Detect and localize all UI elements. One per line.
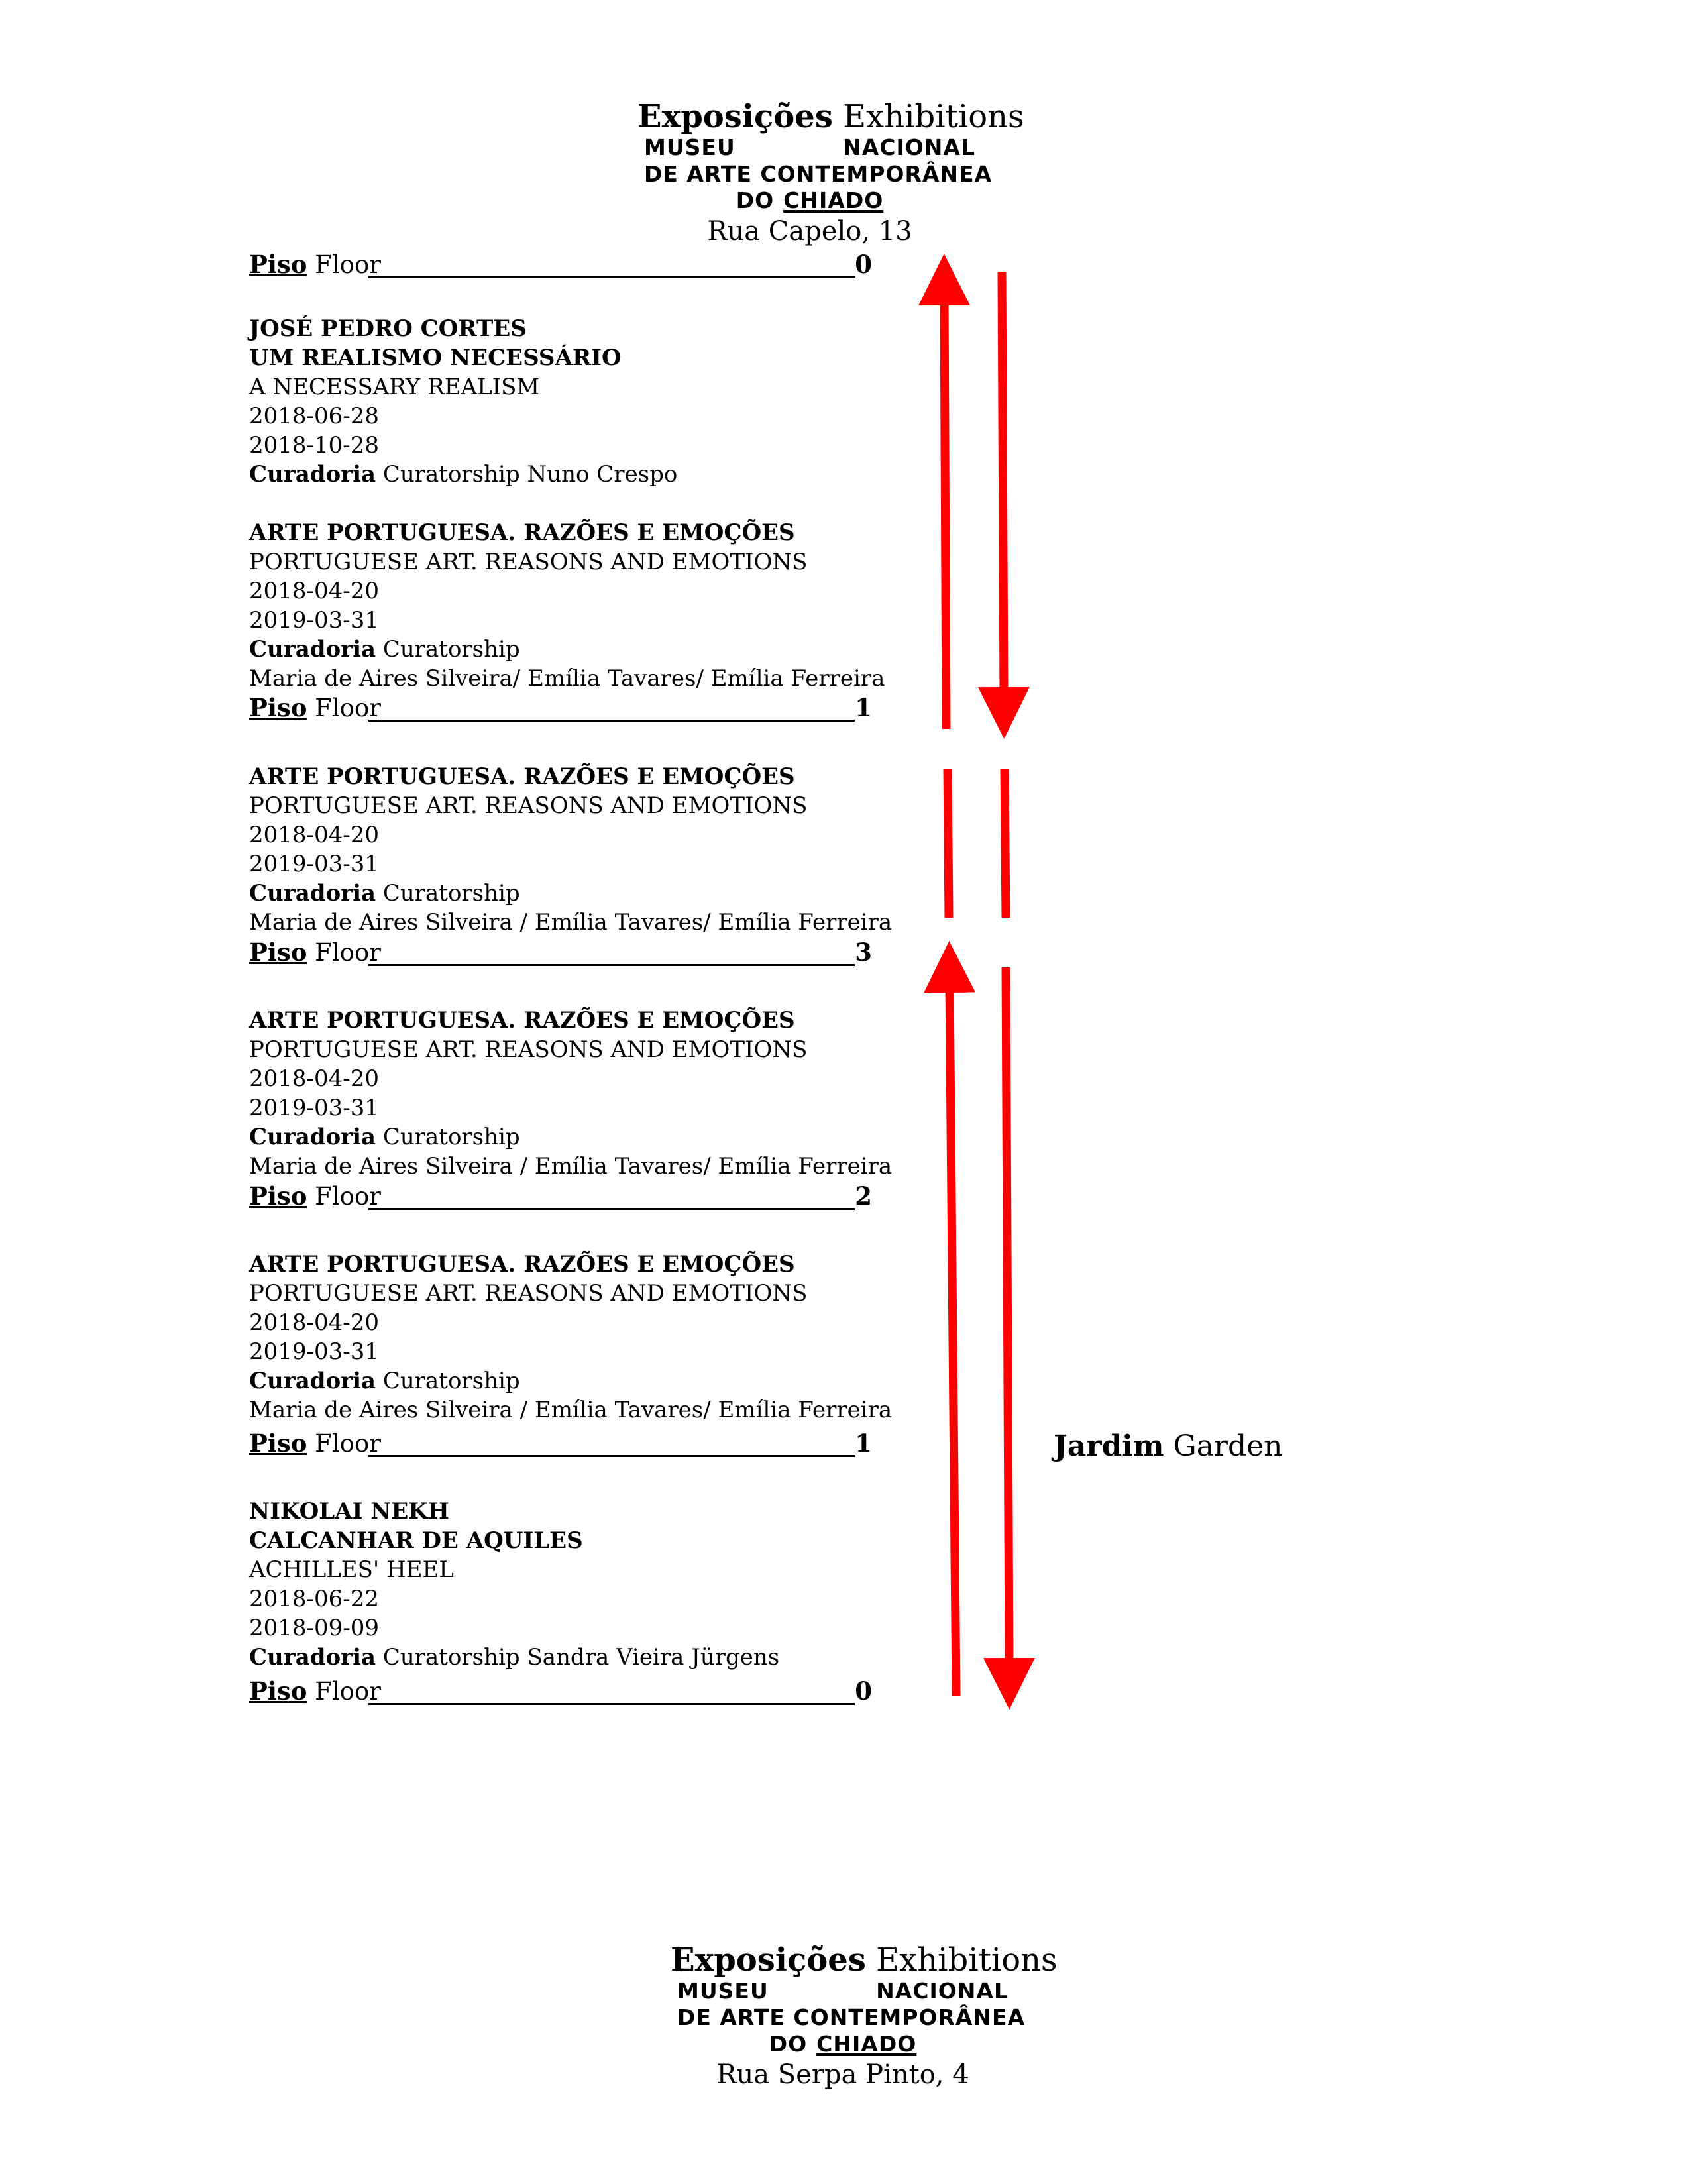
exhibition-curator: Curadoria Curatorship Sandra Vieira Jürgens xyxy=(249,1644,780,1670)
header-address: Rua Capelo, 13 xyxy=(707,215,912,246)
exhibition-title: ARTE PORTUGUESA. RAZÕES E EMOÇÕES xyxy=(249,519,795,546)
exhibition-start-date: 2018-04-20 xyxy=(249,1309,380,1336)
exhibition-start-date: 2018-04-20 xyxy=(249,822,380,848)
header-title-bold: Exposições xyxy=(637,98,833,135)
exhibition-title: CALCANHAR DE AQUILES xyxy=(249,1527,583,1554)
exhibition-title-en: PORTUGUESE ART. REASONS AND EMOTIONS xyxy=(249,549,808,575)
logo-line: DE ARTE CONTEMPORÂNEA xyxy=(677,2004,1026,2030)
down-arrow-icon xyxy=(1006,967,1009,1666)
header-title-bold: Exposições xyxy=(671,1941,866,1979)
exhibition-end-date: 2019-03-31 xyxy=(249,607,380,633)
exhibition-curator: Curadoria Curatorship Nuno Crespo xyxy=(249,461,678,488)
logo-line: DE ARTE CONTEMPORÂNEA xyxy=(644,160,993,187)
exhibition-title: ARTE PORTUGUESA. RAZÕES E EMOÇÕES xyxy=(249,763,795,790)
exhibition-artist: JOSÉ PEDRO CORTES xyxy=(249,315,527,342)
exhibition-start-date: 2018-04-20 xyxy=(249,1065,380,1092)
logo-word: CHIADO xyxy=(783,187,884,213)
floor-number: 1 xyxy=(855,1429,872,1458)
floor-number: 3 xyxy=(855,938,872,967)
floor-number: 0 xyxy=(855,250,872,279)
connector-line xyxy=(1005,769,1006,918)
exhibition-curator: Curadoria Curatorship xyxy=(249,1124,520,1150)
exhibition-title: UM REALISMO NECESSÁRIO xyxy=(249,345,622,371)
header-title-regular: Exhibitions xyxy=(843,98,1024,135)
exhibition-title-en: PORTUGUESE ART. REASONS AND EMOTIONS xyxy=(249,792,808,819)
exhibition-end-date: 2019-03-31 xyxy=(249,1338,380,1365)
exhibition-title-en: PORTUGUESE ART. REASONS AND EMOTIONS xyxy=(249,1036,808,1063)
floor-label: Piso Floor xyxy=(249,693,381,722)
exhibition-curators: Maria de Aires Silveira / Emília Tavares/ Emília Ferreira xyxy=(249,909,893,936)
logo-word: DO xyxy=(736,187,775,213)
logo-word: NACIONAL xyxy=(843,134,975,160)
floor-label: Piso Floor xyxy=(249,250,381,279)
exhibition-title: ARTE PORTUGUESA. RAZÕES E EMOÇÕES xyxy=(249,1251,795,1278)
floor-label: Piso Floor xyxy=(249,1181,381,1211)
garden-label: Jardim Garden xyxy=(1054,1429,1283,1463)
exhibition-artist: NIKOLAI NEKH xyxy=(249,1498,449,1525)
floor-label: Piso Floor xyxy=(249,938,381,967)
connector-line xyxy=(948,769,949,918)
exhibition-curator: Curadoria Curatorship xyxy=(249,880,520,906)
exhibition-curators: Maria de Aires Silveira / Emília Tavares/ Emília Ferreira xyxy=(249,1397,893,1423)
down-arrow-icon xyxy=(1002,272,1004,696)
floor-label: Piso Floor xyxy=(249,1676,381,1706)
exhibition-title-en: PORTUGUESE ART. REASONS AND EMOTIONS xyxy=(249,1280,808,1307)
up-arrow-icon xyxy=(944,297,946,729)
exhibition-curator: Curadoria Curatorship xyxy=(249,636,520,663)
floor-number: 1 xyxy=(855,693,872,722)
header-title xyxy=(671,1941,1058,1979)
exhibition-title: ARTE PORTUGUESA. RAZÕES E EMOÇÕES xyxy=(249,1007,795,1034)
exhibition-curators: Maria de Aires Silveira / Emília Tavares/ Emília Ferreira xyxy=(249,1153,893,1179)
exhibition-end-date: 2018-10-28 xyxy=(249,432,380,459)
exhibition-curators: Maria de Aires Silveira/ Emília Tavares/ Emília Ferreira xyxy=(249,665,885,692)
floor-label: Piso Floor xyxy=(249,1429,381,1458)
exhibition-start-date: 2018-06-22 xyxy=(249,1586,380,1612)
logo-word: DO xyxy=(769,2030,808,2057)
exhibition-end-date: 2018-09-09 xyxy=(249,1615,380,1641)
museum-logo xyxy=(677,1977,1026,2057)
exhibition-start-date: 2018-04-20 xyxy=(249,578,380,604)
exhibition-start-date: 2018-06-28 xyxy=(249,403,380,429)
header-address: Rua Serpa Pinto, 4 xyxy=(716,2059,969,2090)
floor-number: 0 xyxy=(855,1676,872,1706)
bottom-header xyxy=(671,1941,1058,2092)
exhibition-end-date: 2019-03-31 xyxy=(249,851,380,877)
logo-word: CHIADO xyxy=(816,2030,917,2057)
exhibition-end-date: 2019-03-31 xyxy=(249,1095,380,1121)
exhibition-title-en: ACHILLES' HEEL xyxy=(249,1556,454,1583)
header-title-regular: Exhibitions xyxy=(876,1941,1058,1979)
exhibition-curator: Curadoria Curatorship xyxy=(249,1368,520,1394)
logo-word: NACIONAL xyxy=(876,1977,1009,2004)
logo-word: MUSEU xyxy=(677,1977,769,2004)
logo-word: MUSEU xyxy=(644,134,736,160)
exhibition-title-en: A NECESSARY REALISM xyxy=(249,374,540,400)
floor-number: 2 xyxy=(855,1181,872,1211)
up-arrow-icon xyxy=(950,984,956,1696)
